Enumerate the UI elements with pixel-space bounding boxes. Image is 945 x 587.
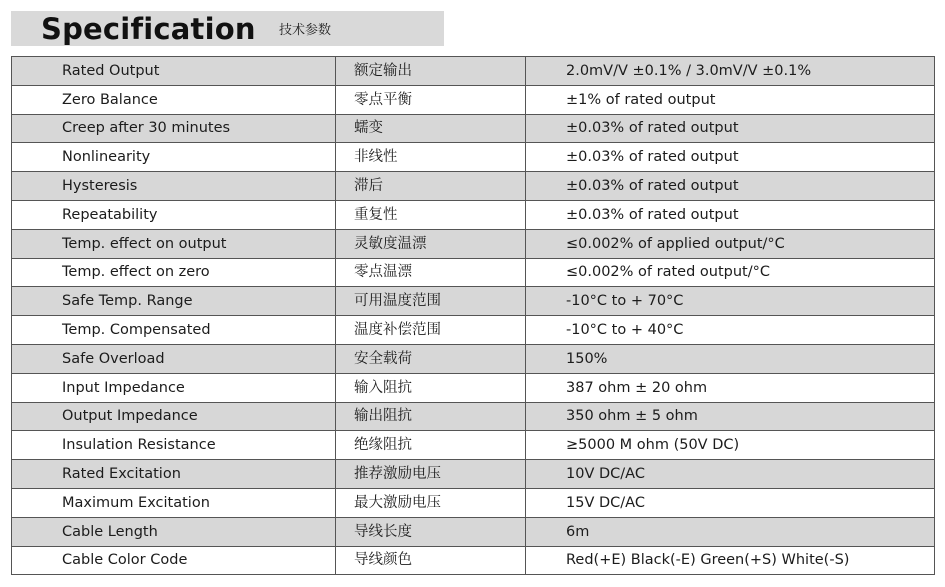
table-row: [12, 402, 935, 431]
spec-name-zh: 输入阻抗: [336, 373, 526, 402]
spec-value: -10°C to + 70°C: [526, 287, 935, 316]
spec-value: 6m: [526, 517, 935, 546]
spec-name-en: Insulation Resistance: [12, 431, 336, 460]
table-row: [12, 200, 935, 229]
spec-name-en: Cable Length: [12, 517, 336, 546]
spec-name-en: Temp. Compensated: [12, 316, 336, 345]
spec-value: ≤0.002% of applied output/°C: [526, 229, 935, 258]
spec-value: ≤0.002% of rated output/°C: [526, 258, 935, 287]
spec-value: ±0.03% of rated output: [526, 143, 935, 172]
spec-name-zh: 滞后: [336, 172, 526, 201]
spec-name-zh: 绝缘阻抗: [336, 431, 526, 460]
spec-name-zh: 导线长度: [336, 517, 526, 546]
spec-name-en: Nonlinearity: [12, 143, 336, 172]
table-row: [12, 373, 935, 402]
table-row: [12, 287, 935, 316]
spec-value: 10V DC/AC: [526, 460, 935, 489]
spec-name-zh: 重复性: [336, 200, 526, 229]
table-row: [12, 488, 935, 517]
table-row: [12, 316, 935, 345]
spec-value: Red(+E) Black(-E) Green(+S) White(-S): [526, 546, 935, 575]
spec-name-en: Creep after 30 minutes: [12, 114, 336, 143]
page-subtitle: 技术参数: [279, 23, 332, 38]
spec-name-zh: 蠕变: [336, 114, 526, 143]
table-row: [12, 114, 935, 143]
spec-value: -10°C to + 40°C: [526, 316, 935, 345]
spec-value: 2.0mV/V ±0.1% / 3.0mV/V ±0.1%: [526, 57, 935, 86]
spec-name-en: Rated Excitation: [12, 460, 336, 489]
spec-name-en: Safe Temp. Range: [12, 287, 336, 316]
spec-name-zh: 零点温漂: [336, 258, 526, 287]
spec-value: ±0.03% of rated output: [526, 172, 935, 201]
table-row: [12, 258, 935, 287]
spec-value: 387 ohm ± 20 ohm: [526, 373, 935, 402]
spec-name-en: Safe Overload: [12, 344, 336, 373]
spec-name-en: Output Impedance: [12, 402, 336, 431]
spec-value: 15V DC/AC: [526, 488, 935, 517]
spec-name-zh: 温度补偿范围: [336, 316, 526, 345]
spec-value: ±0.03% of rated output: [526, 114, 935, 143]
table-row: [12, 172, 935, 201]
spec-name-en: Rated Output: [12, 57, 336, 86]
spec-name-en: Input Impedance: [12, 373, 336, 402]
specification-table-body: [12, 57, 935, 575]
spec-name-zh: 最大激励电压: [336, 488, 526, 517]
spec-name-en: Repeatability: [12, 200, 336, 229]
spec-value: 150%: [526, 344, 935, 373]
spec-name-en: Hysteresis: [12, 172, 336, 201]
spec-name-zh: 导线颜色: [336, 546, 526, 575]
spec-name-en: Maximum Excitation: [12, 488, 336, 517]
table-row: [12, 460, 935, 489]
spec-name-zh: 安全载荷: [336, 344, 526, 373]
specification-table: [11, 56, 935, 575]
table-row: [12, 57, 935, 86]
spec-value: ≥5000 M ohm (50V DC): [526, 431, 935, 460]
spec-name-zh: 零点平衡: [336, 85, 526, 114]
table-row: [12, 546, 935, 575]
spec-name-zh: 输出阻抗: [336, 402, 526, 431]
spec-name-en: Zero Balance: [12, 85, 336, 114]
spec-name-en: Temp. effect on zero: [12, 258, 336, 287]
spec-name-zh: 额定输出: [336, 57, 526, 86]
spec-value: ±0.03% of rated output: [526, 200, 935, 229]
spec-value: ±1% of rated output: [526, 85, 935, 114]
table-row: [12, 85, 935, 114]
section-header: [11, 11, 444, 46]
spec-name-en: Temp. effect on output: [12, 229, 336, 258]
spec-value: 350 ohm ± 5 ohm: [526, 402, 935, 431]
page-title: Specification: [41, 12, 256, 46]
table-row: [12, 344, 935, 373]
spec-name-en: Cable Color Code: [12, 546, 336, 575]
spec-name-zh: 推荐激励电压: [336, 460, 526, 489]
table-row: [12, 431, 935, 460]
table-row: [12, 143, 935, 172]
spec-name-zh: 灵敏度温漂: [336, 229, 526, 258]
table-row: [12, 229, 935, 258]
spec-name-zh: 可用温度范围: [336, 287, 526, 316]
spec-name-zh: 非线性: [336, 143, 526, 172]
table-row: [12, 517, 935, 546]
